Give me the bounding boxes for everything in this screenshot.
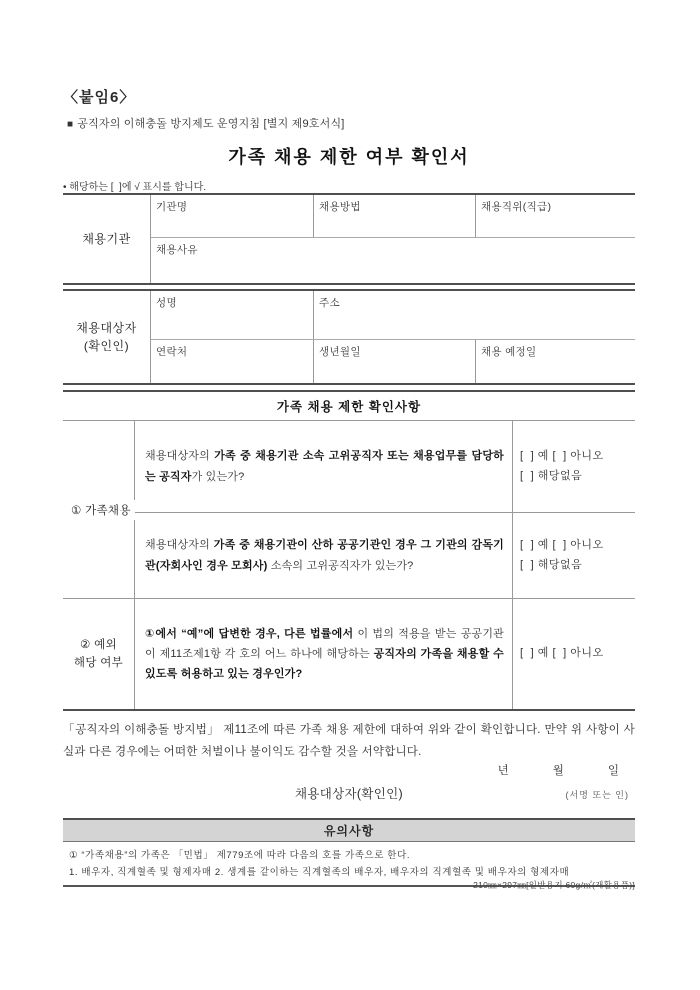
org-table-body [150,195,635,283]
notice-title: 유의사항 [63,820,635,842]
question-3-answers [512,599,635,709]
field-hire-position-label: 채용직위(직급) [481,201,552,213]
question-1-answers [512,421,635,512]
question-1-text: 채용대상자의 가족 중 채용기관 소속 고위공직자 또는 채용업무를 담당하는 공직자가 있는가? [145,450,504,483]
person-table-row-label-line1: 채용대상자 [76,321,137,335]
field-hire-position[interactable] [475,195,635,237]
form-content [63,0,635,990]
field-org-name-label: 기관명 [156,201,188,213]
paper-spec: 210㎜×297㎜[일반용지 60g/㎡(재활용품)] [473,880,635,890]
seal-note: (서명 또는 인) [565,790,629,800]
signer-label: 채용대상자(확인인) [295,787,403,801]
answer-na-option[interactable]: [ ] 해당없음 [520,558,583,571]
guideline-line [67,115,345,131]
guideline-text: 공직자의 이해충돌 방지제도 운영지침 [별지 제9호서식] [77,118,345,130]
field-hire-method-label: 채용방법 [319,201,361,213]
date-month-label[interactable]: 월 [552,765,564,777]
field-person-name-label: 성명 [156,297,177,309]
checklist-item1-label: ① 가족채용 [71,500,135,520]
org-table-row-label: 채용기관 [82,232,131,246]
notice-box [63,818,635,887]
pledge-paragraph: 「공직자의 이해충돌 방지법」 제11조에 따른 가족 채용 제한에 대하여 위와 같이 확인합니다. 만약 위 사항이 사실과 다른 경우에는 어떠한 처벌이나 불이익도 감수할 것을 서약합니다. [63,724,635,759]
field-contact-label: 연락처 [156,346,188,358]
field-contact[interactable] [151,340,313,383]
checklist-table [63,390,635,711]
table-row [151,237,635,283]
checklist-item1-label-cell [63,421,134,598]
dot-bullet-icon: • [63,182,67,193]
attachment-label: 〈붙임6〉 [63,89,136,106]
field-hire-reason-label: 채용사유 [156,244,198,256]
checklist-label-column [63,421,134,709]
field-birthdate[interactable] [313,340,475,383]
question-row-3 [135,598,635,709]
field-person-name[interactable] [151,291,313,339]
check-instruction-text: 해당하는 [ ]에 √ 표시를 합니다. [69,182,207,193]
field-hire-date[interactable] [475,340,635,383]
form-title: 가족 채용 제한 여부 확인서 [228,147,470,167]
org-table [63,193,635,285]
person-table-row-label-line2: (확인인) [83,339,130,353]
answer-yes-no-option[interactable]: [ ] 예 [ ] 아니오 [520,450,604,463]
question-3-text: ①에서 “예”에 답변한 경우, 다른 법률에서 이 법의 적용을 받는 공공기관이 제11조제1항 각 호의 어느 하나에 해당하는 공직자의 가족을 채용할 수 있도록 허용하고 있는 경우인가? [145,627,504,680]
answer-na-option[interactable]: [ ] 해당없음 [520,469,583,482]
field-hire-method[interactable] [313,195,475,237]
checklist-item2-label-cell [63,598,134,709]
table-row [151,339,635,383]
field-org-name[interactable] [151,195,313,237]
question-2-answers [512,513,635,598]
square-bullet-icon: ■ [67,119,74,130]
checklist-item2-label-line2: 해당 여부 [73,657,124,669]
checklist-item2-label-line1: ② 예외 [80,638,117,651]
date-year-label[interactable]: 년 [497,765,509,777]
field-hire-reason[interactable] [151,238,635,283]
checklist-body [63,421,635,709]
person-table-row-label [63,291,150,383]
date-line [63,762,635,778]
person-table [63,289,635,385]
person-table-body [150,291,635,383]
field-address[interactable] [313,291,635,339]
answer-yes-no-option[interactable]: [ ] 예 [ ] 아니오 [520,647,604,660]
checklist-title: 가족 채용 제한 확인사항 [63,392,635,421]
notice-note-1: ① “가족채용”의 가족은 「민법」 제779조에 따라 다음의 호를 가족으로 한다. [69,850,411,861]
question-row-2 [135,512,635,598]
question-row-1 [135,421,635,512]
date-day-label[interactable]: 일 [607,765,619,777]
checklist-main-column [134,421,635,709]
field-birthdate-label: 생년월일 [319,346,361,358]
field-hire-date-label: 채용 예정일 [481,346,537,358]
question-2-text: 채용대상자의 가족 중 채용기관이 산하 공공기관인 경우 그 기관의 감독기관(자회사인 경우 모회사) 소속의 고위공직자가 있는가? [145,539,504,572]
notice-note-2: 1. 배우자, 직계혈족 및 형제자매 2. 생계를 같이하는 직계혈족의 배우자, 배우자의 직계혈족 및 배우자의 형제자매 [69,867,570,879]
table-row [151,291,635,339]
check-instruction [63,178,206,193]
table-row [151,195,635,237]
field-address-label: 주소 [319,297,340,309]
answer-yes-no-option[interactable]: [ ] 예 [ ] 아니오 [520,539,604,552]
